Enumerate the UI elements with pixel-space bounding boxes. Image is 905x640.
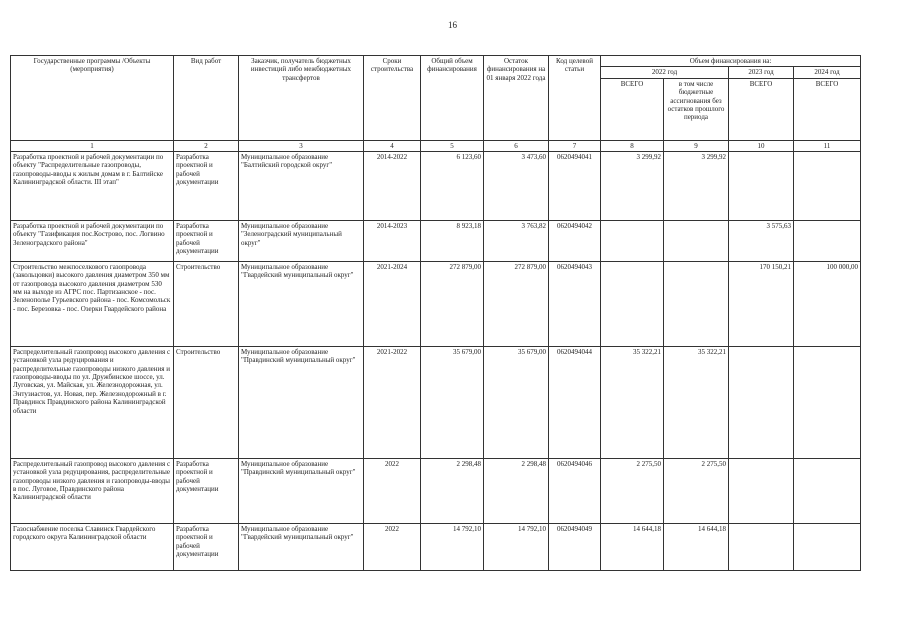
cell-2024 <box>794 220 861 261</box>
table-header <box>11 56 861 152</box>
cell-2023 <box>729 458 794 523</box>
cell-name: Строительство межпоселкового газопровода (закольцовки) высокого давления диаметром 350 мм от газопровода высокого давления диаметром 530 мм на выходе из АГРС пос. Партизанское - пос. Зеленополье Гурьевского района - пос. Комсомольск - пос. Березовка - пос. Озерки Гвардейского района <box>11 261 174 346</box>
cell-work: Разработка проектной и рабочей документации <box>174 458 239 523</box>
cell-2024: 100 000,00 <box>794 261 861 346</box>
page-number: 16 <box>448 20 457 30</box>
cell-remaining: 272 879,00 <box>484 261 549 346</box>
header-terms: Сроки строительства <box>364 56 421 141</box>
financing-table <box>10 55 861 571</box>
cell-2023 <box>729 151 794 220</box>
table-row <box>11 220 861 261</box>
cell-work: Разработка проектной и рабочей документации <box>174 523 239 570</box>
cell-2024 <box>794 523 861 570</box>
cell-terms: 2014-2023 <box>364 220 421 261</box>
cell-2023 <box>729 346 794 458</box>
table-row <box>11 346 861 458</box>
header-code: Код целевой статьи <box>549 56 601 141</box>
cell-remaining: 35 679,00 <box>484 346 549 458</box>
header-work-type: Вид работ <box>174 56 239 141</box>
cell-code: 0620494041 <box>549 151 601 220</box>
table-row <box>11 261 861 346</box>
cell-total: 6 123,60 <box>421 151 484 220</box>
cell-customer: Муниципальное образование "Балтийский городской округ" <box>239 151 364 220</box>
cell-2022-total: 3 299,92 <box>601 151 664 220</box>
cell-2022-total <box>601 220 664 261</box>
cell-2023 <box>729 523 794 570</box>
cell-code: 0620494043 <box>549 261 601 346</box>
cell-remaining: 14 792,10 <box>484 523 549 570</box>
cell-customer: Муниципальное образование "Гвардейский муниципальный округ" <box>239 523 364 570</box>
col-number: 4 <box>364 140 421 151</box>
cell-2022-total: 14 644,18 <box>601 523 664 570</box>
cell-2022-incl: 3 299,92 <box>664 151 729 220</box>
cell-terms: 2014-2022 <box>364 151 421 220</box>
header-2022-incl: в том числе бюджетные ассигнования без остатков прошлого периода <box>664 78 729 140</box>
table-row <box>11 523 861 570</box>
table-body <box>11 151 861 570</box>
col-number: 6 <box>484 140 549 151</box>
cell-code: 0620494042 <box>549 220 601 261</box>
header-year-2022: 2022 год <box>601 67 729 78</box>
cell-customer: Муниципальное образование "Правдинский муниципальный округ" <box>239 346 364 458</box>
cell-name: Распределительный газопровод высокого давления с установкой узла редуцирования и распределительные газопроводы низкого давления и газопроводы-вводы по ул. Дружбинское шоссе, ул. Луговская, ул. Майская, ул. Железнодорожная, ул. Энтузиастов, ул. Новая, пер. Железнодорожный в г. Правдинск Правдинского района Калининградской области <box>11 346 174 458</box>
cell-code: 0620494049 <box>549 523 601 570</box>
cell-2022-total: 35 322,21 <box>601 346 664 458</box>
cell-total: 14 792,10 <box>421 523 484 570</box>
cell-2022-incl: 14 644,18 <box>664 523 729 570</box>
cell-work: Строительство <box>174 261 239 346</box>
cell-customer: Муниципальное образование "Правдинский муниципальный округ" <box>239 458 364 523</box>
cell-2022-incl <box>664 220 729 261</box>
cell-name: Разработка проектной и рабочей документации по объекту "Газификация пос.Кострово, пос. Логвино Зеленоградского района" <box>11 220 174 261</box>
cell-total: 2 298,48 <box>421 458 484 523</box>
cell-2024 <box>794 151 861 220</box>
cell-2023: 3 575,63 <box>729 220 794 261</box>
cell-2022-incl <box>664 261 729 346</box>
header-program: Государственные программы /Объекты (мероприятия) <box>11 56 174 141</box>
header-year-2024: 2024 год <box>794 67 861 78</box>
col-number: 10 <box>729 140 794 151</box>
col-number: 11 <box>794 140 861 151</box>
cell-name: Газоснабжение поселка Славинск Гвардейского городского округа Калининградской области <box>11 523 174 570</box>
header-total: Общий объем финансирования <box>421 56 484 141</box>
header-customer: Заказчик, получатель бюджетных инвестиций либо межбюджетных трансфертов <box>239 56 364 141</box>
cell-2022-total <box>601 261 664 346</box>
cell-terms: 2021-2024 <box>364 261 421 346</box>
cell-code: 0620494046 <box>549 458 601 523</box>
header-funding: Объем финансирования на: <box>601 56 861 67</box>
cell-2022-incl: 35 322,21 <box>664 346 729 458</box>
cell-terms: 2022 <box>364 523 421 570</box>
cell-terms: 2021-2022 <box>364 346 421 458</box>
header-remaining: Остаток финансирования на 01 января 2022 года <box>484 56 549 141</box>
col-number: 3 <box>239 140 364 151</box>
cell-total: 8 923,18 <box>421 220 484 261</box>
cell-remaining: 3 473,60 <box>484 151 549 220</box>
column-number-row <box>11 140 861 151</box>
col-number: 5 <box>421 140 484 151</box>
cell-2022-total: 2 275,50 <box>601 458 664 523</box>
col-number: 2 <box>174 140 239 151</box>
col-number: 8 <box>601 140 664 151</box>
cell-name: Распределительный газопровод высокого давления с установкой узла редуцирования, распределительные газопроводы низкого давления и газопроводы-вводы в пос. Луговое, Правдинского района Калининградской области <box>11 458 174 523</box>
cell-customer: Муниципальное образование "Гвардейский муниципальный округ" <box>239 261 364 346</box>
cell-2024 <box>794 458 861 523</box>
col-number: 1 <box>11 140 174 151</box>
cell-2023: 170 150,21 <box>729 261 794 346</box>
cell-name: Разработка проектной и рабочей документации по объекту "Распределительные газопроводы, газопроводы-вводы к жилым домам в г. Балтийске Калининградской области. III этап" <box>11 151 174 220</box>
cell-total: 272 879,00 <box>421 261 484 346</box>
header-2024-total: ВСЕГО <box>794 78 861 140</box>
cell-work: Строительство <box>174 346 239 458</box>
table-row <box>11 151 861 220</box>
header-2023-total: ВСЕГО <box>729 78 794 140</box>
cell-2022-incl: 2 275,50 <box>664 458 729 523</box>
cell-remaining: 3 763,82 <box>484 220 549 261</box>
col-number: 7 <box>549 140 601 151</box>
col-number: 9 <box>664 140 729 151</box>
cell-total: 35 679,00 <box>421 346 484 458</box>
cell-code: 0620494044 <box>549 346 601 458</box>
header-2022-total: ВСЕГО <box>601 78 664 140</box>
cell-terms: 2022 <box>364 458 421 523</box>
cell-work: Разработка проектной и рабочей документации <box>174 220 239 261</box>
cell-customer: Муниципальное образование "Зеленоградский муниципальный округ" <box>239 220 364 261</box>
cell-remaining: 2 298,48 <box>484 458 549 523</box>
table-row <box>11 458 861 523</box>
cell-work: Разработка проектной и рабочей документации <box>174 151 239 220</box>
header-year-2023: 2023 год <box>729 67 794 78</box>
cell-2024 <box>794 346 861 458</box>
